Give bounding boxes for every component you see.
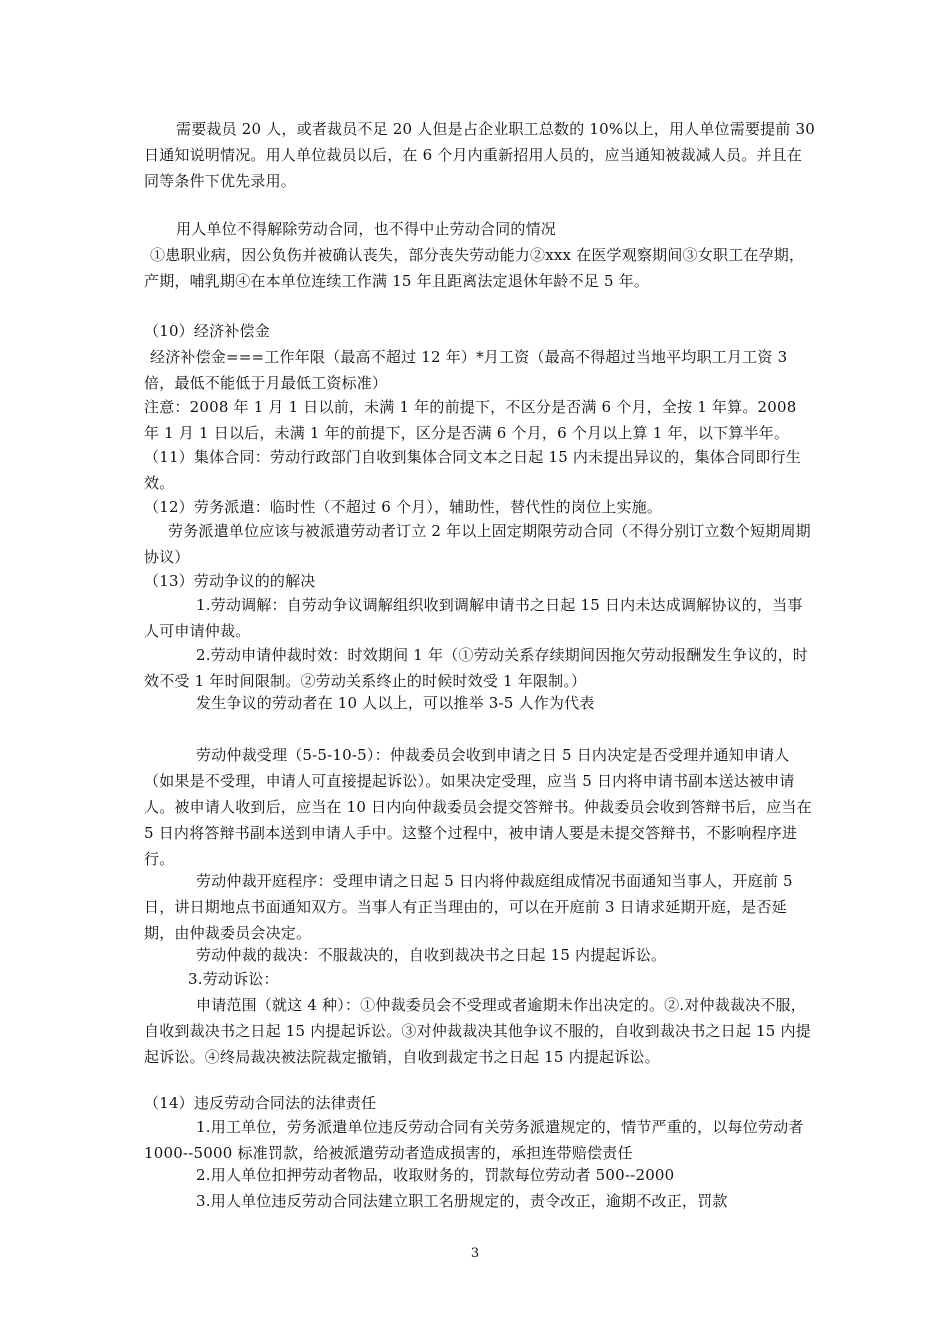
paragraph-compensation-formula: 经济补偿金===工作年限（最高不超过 12 年）*月工资（最高不得超过当地平均职工月工资 3 倍，最低不能低于月最低工资标准） [144, 348, 788, 392]
section-heading-10: （10）经济补偿金 [144, 322, 270, 340]
section-heading-13: （13）劳动争议的的解决 [144, 572, 316, 590]
paragraph-labor-mediation: 1.劳动调解：自劳动争议调解组织收到调解申请书之日起 15 日内未达成调解协议的，当事人可申请仲裁。 [144, 596, 803, 640]
paragraph-liability-dispatch: 1.用工单位，劳务派遣单位违反劳动合同有关劳务派遣规定的，情节严重的，以每位劳动者 1000--5000 标准罚款，给被派遣劳动者造成损害的，承担连带赔偿责任 [144, 1118, 804, 1162]
section-heading-11: （11）集体合同：劳动行政部门自收到集体合同文本之日起 15 内未提出异议的，集体合同即行生效。 [144, 448, 801, 492]
paragraph-arbitration-award: 劳动仲裁的裁决：不服裁决的，自收到裁决书之日起 15 内提起诉讼。 [196, 946, 667, 964]
paragraph-no-termination-cases: ①患职业病，因公负伤并被确认丧失，部分丧失劳动能力②xxx 在医学观察期间③女职工在孕期，产期，哺乳期④在本单位连续工作满 15 年且距离法定退休年龄不足 5 年。 [144, 246, 805, 290]
paragraph-arbitration-limitation: 2.劳动申请仲裁时效：时效期间 1 年（①劳动关系存续期间因拖欠劳动报酬发生争议的，时效不受 1 年时间限制。②劳动关系终止的时候时效受 1 年限制。） [144, 646, 808, 690]
paragraph-litigation-scope: 申请范围（就这 4 种）：①仲裁委员会不受理或者逾期未作出决定的。②.对仲裁裁决不服，自收到裁决书之日起 15 内提起诉讼。③对仲裁裁决其他争议不服的，自收到裁决书之日起 15 内提起诉讼。④终局裁决被法院裁定撤销，自收到裁定书之日起 15 内提起诉讼。 [144, 996, 811, 1066]
paragraph-liability-detain-items: 2.用人单位扣押劳动者物品，收取财务的，罚款每位劳动者 500--2000 [196, 1166, 675, 1184]
paragraph-arbitration-acceptance: 劳动仲裁受理（5-5-10-5）：仲裁委员会收到申请之日 5 日内决定是否受理并通知申请人（如果是不受理，申请人可直接提起诉讼）。如果决定受理，应当 5 日内将申请书副本送达被申请人。被申请人收到后，应当在 10 日内向仲裁委员会提交答辩书。仲裁委员会收到答辩书后，应当在 5 日内将答辩书副本送到申请人手中。这整个过程中，被申请人要是未提交答辩书，不影响程序进行。 [144, 746, 812, 868]
section-heading-12: （12）劳务派遣：临时性（不超过 6 个月），辅助性，替代性的岗位上实施。 [144, 498, 663, 516]
page-number: 3 [470, 1246, 480, 1261]
paragraph-arbitration-hearing: 劳动仲裁开庭程序：受理申请之日起 5 日内将仲裁庭组成情况书面通知当事人，开庭前 5 日，讲日期地点书面通知双方。当事人有正当理由的，可以在开庭前 3 日请求延期开庭，是否延期，由仲裁委员会决定。 [144, 872, 793, 942]
paragraph-dispatch-contract: 劳务派遣单位应该与被派遣劳动者订立 2 年以上固定期限劳动合同（不得分别订立数个短期周期协议） [144, 522, 811, 566]
paragraph-labor-litigation: 3.劳动诉讼： [188, 970, 279, 988]
section-heading-14: （14）违反劳动合同法的法律责任 [144, 1094, 377, 1112]
paragraph-compensation-note: 注意：2008 年 1 月 1 日以前，未满 1 年的前提下，不区分是否满 6 个月，全按 1 年算。2008 年 1 月 1 日以后，未满 1 年的前提下，区分是否满 6 个月，6 个月以上算 1 年，以下算半年。 [144, 398, 797, 442]
paragraph-liability-employee-roster: 3.用人单位违反劳动合同法建立职工名册规定的，责令改正，逾期不改正，罚款 [196, 1192, 728, 1210]
paragraph-no-termination-heading: 用人单位不得解除劳动合同，也不得中止劳动合同的情况 [176, 220, 557, 238]
paragraph-representatives: 发生争议的劳动者在 10 人以上，可以推举 3-5 人作为代表 [196, 694, 595, 712]
paragraph-layoff-notice: 需要裁员 20 人，或者裁员不足 20 人但是占企业职工总数的 10%以上，用人单位需要提前 30 日通知说明情况。用人单位裁员以后，在 6 个月内重新招用人员的，应当通知被裁减人员。并且在同等条件下优先录用。 [144, 120, 816, 190]
